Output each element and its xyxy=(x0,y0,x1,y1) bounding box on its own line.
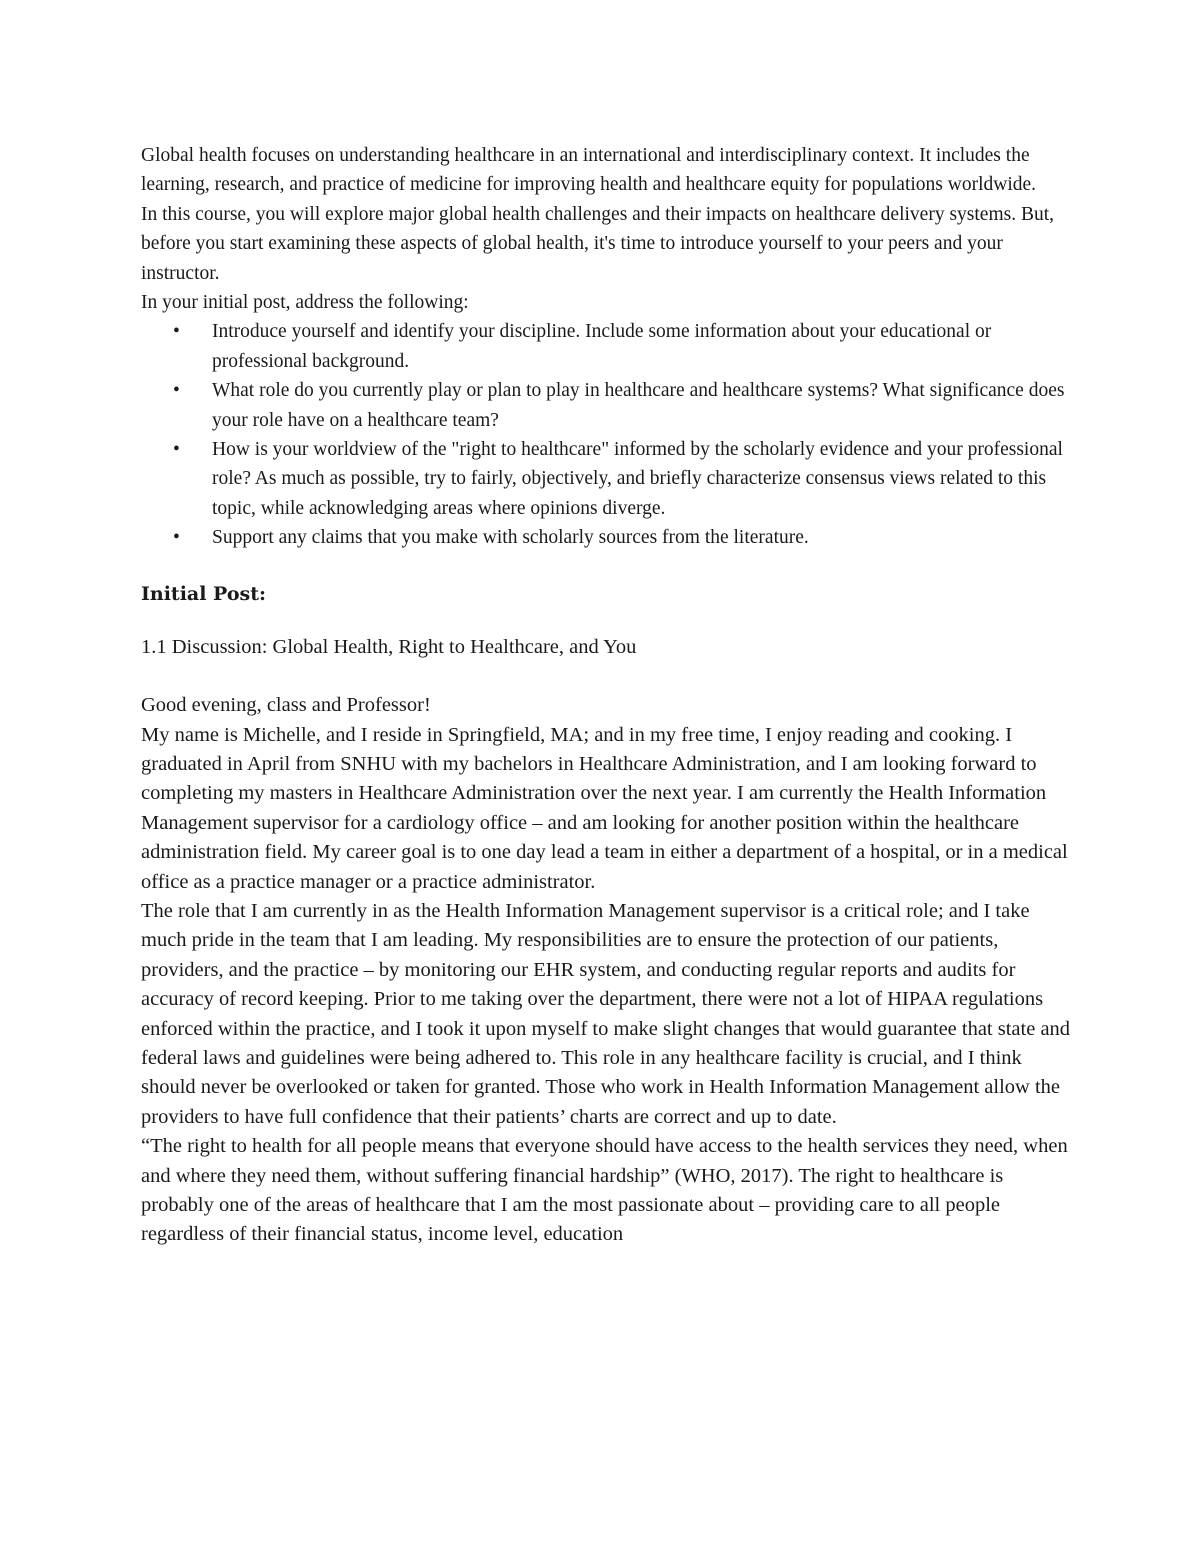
intro-paragraph-3: In your initial post, address the following: xyxy=(141,292,469,314)
post-paragraph-1: My name is Michelle, and I reside in Springfield, MA; and in my free time, I enjoy reading and cooking. I graduated in April from SNHU with my bachelors in Healthcare Administration, and I am looking forward to completing my masters in Healthcare Administration over the next year. I am currently the Health Information Management supervisor for a cardiology office – and am looking for another position within the healthcare administration field. My career goal is to one day lead a team in either a department of a hospital, or in a medical office as a practice manager or a practice administrator. xyxy=(141,723,1068,893)
initial-post xyxy=(141,633,1071,1250)
list-item xyxy=(141,435,1071,523)
list-item xyxy=(141,523,1071,552)
list-item xyxy=(141,317,1071,376)
list-item xyxy=(141,376,1071,435)
bullet-icon: • xyxy=(173,321,180,343)
list-item-text: What role do you currently play or plan to play in healthcare and healthcare systems? What significance does your role have on a healthcare team? xyxy=(212,380,1065,431)
section-heading: Initial Post: xyxy=(141,582,266,605)
document-body xyxy=(141,141,1071,1250)
post-paragraph-2: The role that I am currently in as the Health Information Management supervisor is a critical role; and I take much pride in the team that I am leading. My responsibilities are to ensure the protection of our patients, providers, and the practice – by monitoring our EHR system, and conducting regular reports and audits for accuracy of record keeping. Prior to me taking over the department, there were not a lot of HIPAA regulations enforced within the practice, and I took it upon myself to make slight changes that would guarantee that state and federal laws and guidelines were being adhered to. This role in any healthcare facility is crucial, and I think should never be overlooked or taken for granted. Those who work in Health Information Management allow the providers to have full confidence that their patients’ charts are correct and up to date. xyxy=(141,899,1071,1128)
post-paragraph-3: “The right to health for all people means that everyone should have access to the health services they need, when and where they need them, without suffering financial hardship” (WHO, 2017). The right to healthcare is probably one of the areas of healthcare that I am the most passionate about – providing care to all people regardless of their financial status, income level, education xyxy=(141,1135,1068,1246)
list-item-text: Introduce yourself and identify your discipline. Include some information about your educational or professional background. xyxy=(212,321,992,372)
discussion-title: 1.1 Discussion: Global Health, Right to Healthcare, and You xyxy=(141,635,637,658)
bullet-icon: • xyxy=(173,527,180,549)
list-item-text: How is your worldview of the "right to healthcare" informed by the scholarly evidence and your professional role? As much as possible, try to fairly, objectively, and briefly characterize consensus views related to this topic, while acknowledging areas where opinions diverge. xyxy=(212,439,1063,519)
bullet-icon: • xyxy=(173,439,180,461)
list-item-text: Support any claims that you make with scholarly sources from the literature. xyxy=(212,527,809,549)
prompt-section xyxy=(141,141,1071,553)
bullet-icon: • xyxy=(173,380,180,402)
post-greeting: Good evening, class and Professor! xyxy=(141,694,431,717)
intro-paragraph-1: Global health focuses on understanding healthcare in an international and interdisciplinary context. It includes the learning, research, and practice of medicine for improving health and healthcare equity for populations worldwide. xyxy=(141,145,1037,196)
intro-paragraph-2: In this course, you will explore major global health challenges and their impacts on healthcare delivery systems. But, before you start examining these aspects of global health, it's time to introduce yourself to your peers and your instructor. xyxy=(141,203,1054,284)
prompt-bullet-list xyxy=(141,317,1071,552)
